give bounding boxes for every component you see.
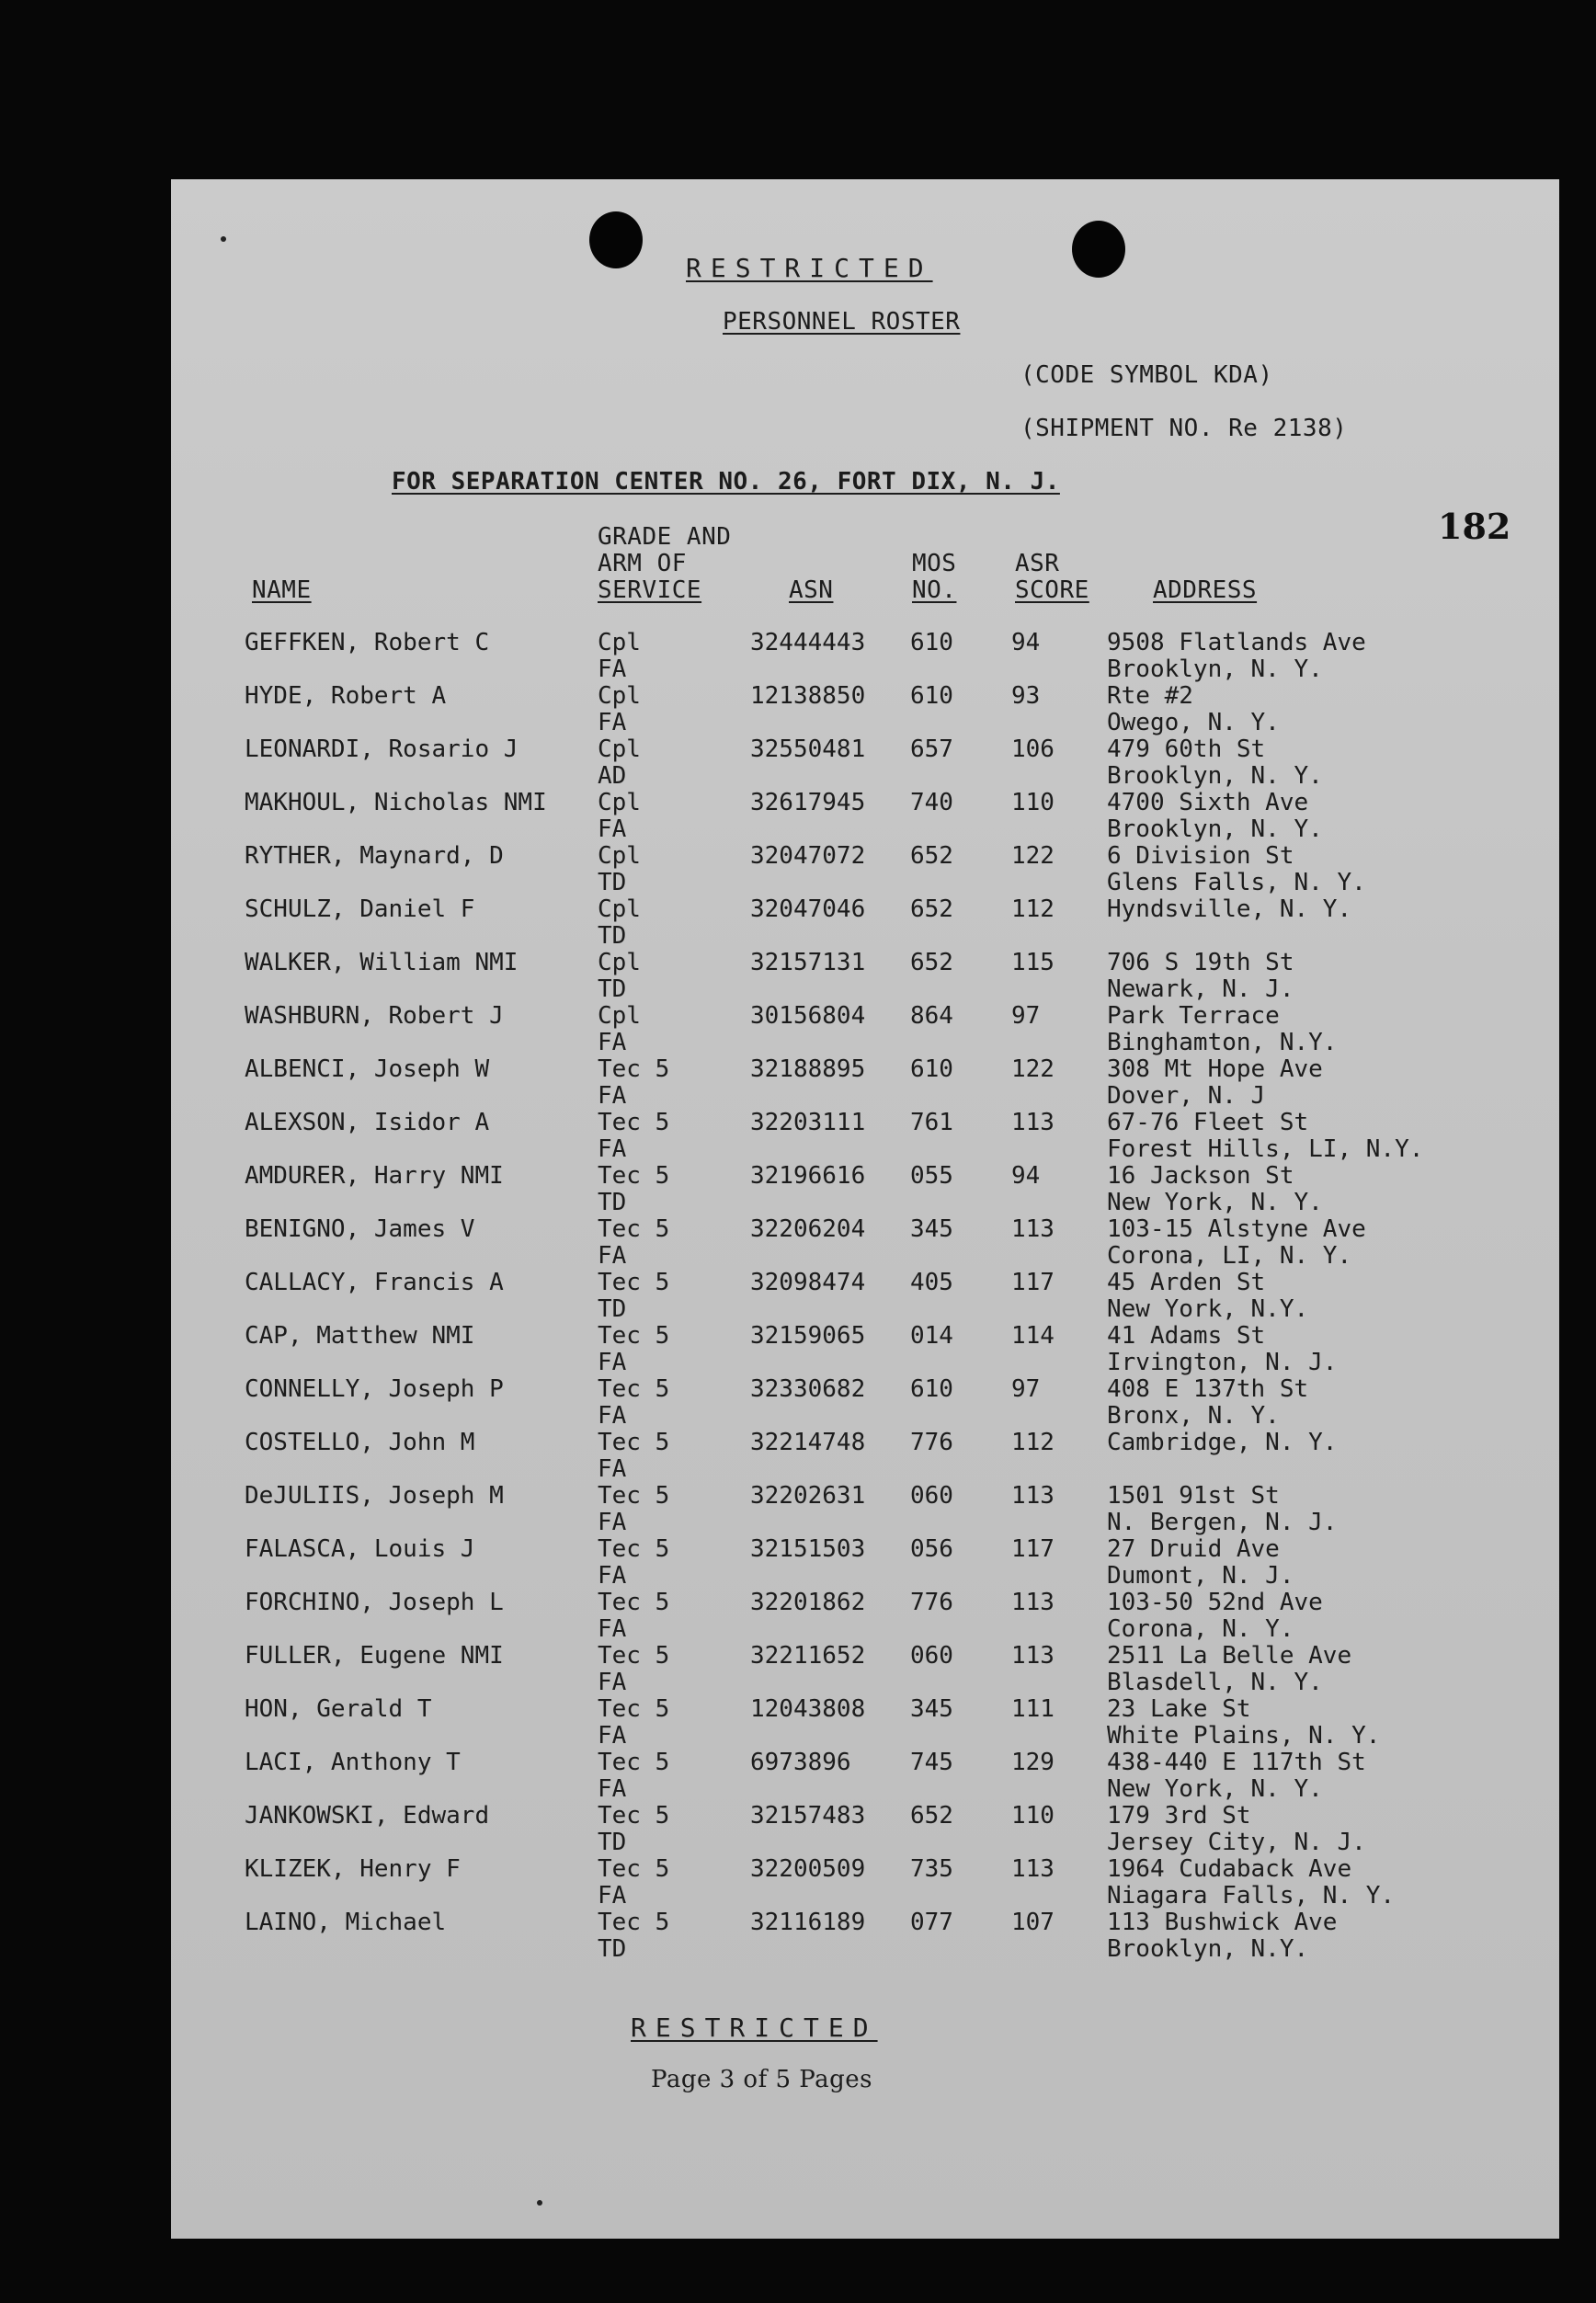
grade-text: Tec 5 [598, 1642, 670, 1670]
restricted-footer: RESTRICTED [631, 2012, 878, 2043]
address-line-2: Brooklyn, N. Y. [1107, 815, 1323, 843]
mos-cell: 060 [910, 1482, 953, 1510]
address-line-2: Brooklyn, N.Y. [1107, 1935, 1309, 1963]
asn-cell: 12043808 [750, 1695, 866, 1723]
address-cell [1107, 1110, 1423, 1163]
arm-of-service-text: FA [598, 1402, 627, 1430]
grade-text: Tec 5 [598, 1055, 670, 1083]
address-line-1: 479 60th St [1107, 735, 1266, 763]
asr-score-cell: 93 [1011, 682, 1041, 710]
mos-cell: 610 [910, 629, 953, 656]
address-line-1: 16 Jackson St [1107, 1162, 1294, 1190]
grade-cell [598, 1003, 641, 1056]
grade-cell [598, 1643, 669, 1696]
grade-text: Tec 5 [598, 1162, 670, 1190]
asn-cell: 32214748 [750, 1429, 866, 1456]
asr-score-cell: 117 [1011, 1535, 1054, 1563]
table-row [171, 790, 1559, 843]
asn-cell: 32151503 [750, 1535, 866, 1563]
grade-text: Cpl [598, 629, 641, 656]
address-line-1: 408 E 137th St [1107, 1375, 1309, 1403]
asn-cell: 32617945 [750, 789, 866, 816]
arm-of-service-text: FA [598, 1455, 627, 1483]
mos-cell: 405 [910, 1269, 953, 1296]
address-line-1: 308 Mt Hope Ave [1107, 1055, 1323, 1083]
address-cell [1107, 896, 1351, 923]
asn-cell: 32200509 [750, 1855, 866, 1883]
arm-of-service-text: FA [598, 1082, 627, 1110]
grade-text: Tec 5 [598, 1535, 670, 1563]
table-row [171, 1270, 1559, 1323]
address-cell [1107, 1376, 1308, 1430]
address-line-1: 4700 Sixth Ave [1107, 789, 1309, 816]
address-cell [1107, 1216, 1366, 1270]
roster-title: PERSONNEL ROSTER [723, 308, 961, 336]
address-line-2: Owego, N. Y. [1107, 709, 1280, 736]
mos-cell: 652 [910, 842, 953, 870]
address-line-1: 41 Adams St [1107, 1322, 1266, 1350]
arm-of-service-text: TD [598, 1829, 627, 1856]
personnel-name: ALEXSON, Isidor A [245, 1109, 490, 1136]
personnel-name: CAP, Matthew NMI [245, 1322, 475, 1350]
asr-score-cell: 113 [1011, 1109, 1054, 1136]
mos-cell: 610 [910, 1375, 953, 1403]
grade-text: Tec 5 [598, 1749, 670, 1776]
address-line-1: Cambridge, N. Y. [1107, 1429, 1338, 1456]
address-cell [1107, 1270, 1308, 1323]
grade-text: Tec 5 [598, 1109, 670, 1136]
arm-of-service-text: TD [598, 922, 627, 950]
address-cell [1107, 1163, 1323, 1216]
address-line-2: Newark, N. J. [1107, 975, 1294, 1003]
grade-cell [598, 1856, 669, 1910]
grade-cell [598, 1430, 669, 1483]
address-line-2: Niagara Falls, N. Y. [1107, 1882, 1396, 1910]
column-header-mos-1: MOS [912, 550, 957, 577]
address-line-1: 1964 Cudaback Ave [1107, 1855, 1352, 1883]
table-row [171, 1536, 1559, 1590]
mos-cell: 014 [910, 1322, 953, 1350]
asr-score-cell: 114 [1011, 1322, 1054, 1350]
address-line-2: Dumont, N. J. [1107, 1562, 1294, 1590]
address-cell [1107, 1430, 1337, 1456]
ink-speck [221, 236, 226, 242]
personnel-name: LAINO, Michael [245, 1909, 447, 1936]
mos-cell: 610 [910, 682, 953, 710]
address-cell [1107, 950, 1294, 1003]
personnel-name: GEFFKEN, Robert C [245, 629, 490, 656]
grade-cell [598, 1376, 669, 1430]
personnel-name: FORCHINO, Joseph L [245, 1589, 504, 1616]
arm-of-service-text: FA [598, 709, 627, 736]
column-header-address: ADDRESS [1153, 576, 1258, 604]
asr-score-cell: 129 [1011, 1749, 1054, 1776]
arm-of-service-text: FA [598, 1722, 627, 1750]
mos-cell: 761 [910, 1109, 953, 1136]
asn-cell: 6973896 [750, 1749, 851, 1776]
grade-cell [598, 683, 641, 736]
mos-cell: 345 [910, 1695, 953, 1723]
address-line-2: Corona, N. Y. [1107, 1615, 1294, 1643]
table-row [171, 1110, 1559, 1163]
mos-cell: 060 [910, 1642, 953, 1670]
asn-cell: 32202631 [750, 1482, 866, 1510]
mos-cell: 657 [910, 735, 953, 763]
table-row [171, 1483, 1559, 1536]
address-cell [1107, 630, 1366, 683]
address-line-2: Brooklyn, N. Y. [1107, 656, 1323, 683]
mos-cell: 745 [910, 1749, 953, 1776]
grade-cell [598, 630, 641, 683]
grade-text: Tec 5 [598, 1589, 670, 1616]
address-cell [1107, 1696, 1380, 1750]
table-row [171, 1590, 1559, 1643]
grade-text: Cpl [598, 895, 641, 923]
personnel-name: CALLACY, Francis A [245, 1269, 504, 1296]
address-line-2: Forest Hills, LI, N.Y. [1107, 1135, 1424, 1163]
asn-cell: 32444443 [750, 629, 866, 656]
address-cell [1107, 843, 1366, 896]
address-cell [1107, 1536, 1294, 1590]
grade-cell [598, 1803, 669, 1856]
grade-cell [598, 1270, 669, 1323]
personnel-name: LACI, Anthony T [245, 1749, 461, 1776]
address-line-1: 438-440 E 117th St [1107, 1749, 1366, 1776]
column-header-grade-2: ARM OF [598, 550, 687, 577]
punch-hole-right [1072, 221, 1125, 278]
asn-cell: 32196616 [750, 1162, 866, 1190]
address-line-2: New York, N. Y. [1107, 1775, 1323, 1803]
address-line-1: 45 Arden St [1107, 1269, 1266, 1296]
address-line-1: 6 Division St [1107, 842, 1294, 870]
mos-cell: 610 [910, 1055, 953, 1083]
column-header-grade-3: SERVICE [598, 576, 702, 604]
asn-cell: 32211652 [750, 1642, 866, 1670]
asr-score-cell: 97 [1011, 1375, 1041, 1403]
asr-score-cell: 94 [1011, 629, 1041, 656]
table-row [171, 1696, 1559, 1750]
mos-cell: 652 [910, 1802, 953, 1830]
mos-cell: 055 [910, 1162, 953, 1190]
personnel-name: SCHULZ, Daniel F [245, 895, 475, 923]
grade-text: Tec 5 [598, 1695, 670, 1723]
grade-cell [598, 1750, 669, 1803]
address-line-2: Bronx, N. Y. [1107, 1402, 1280, 1430]
shipment-number: (SHIPMENT NO. Re 2138) [1020, 415, 1348, 442]
column-header-score-1: ASR [1015, 550, 1060, 577]
grade-cell [598, 950, 641, 1003]
asn-cell: 32206204 [750, 1215, 866, 1243]
asn-cell: 12138850 [750, 682, 866, 710]
separation-center: FOR SEPARATION CENTER NO. 26, FORT DIX, N. J. [392, 468, 1060, 496]
arm-of-service-text: TD [598, 1295, 627, 1323]
table-row [171, 683, 1559, 736]
column-header-mos-2: NO. [912, 576, 957, 604]
arm-of-service-text: TD [598, 869, 627, 896]
grade-cell [598, 1483, 669, 1536]
grade-text: Cpl [598, 842, 641, 870]
asn-cell: 32047072 [750, 842, 866, 870]
table-row [171, 1803, 1559, 1856]
arm-of-service-text: FA [598, 1509, 627, 1536]
grade-text: Tec 5 [598, 1269, 670, 1296]
punch-hole-left [589, 211, 643, 268]
table-row [171, 1643, 1559, 1696]
address-cell [1107, 1910, 1337, 1963]
grade-text: Tec 5 [598, 1215, 670, 1243]
grade-text: Tec 5 [598, 1855, 670, 1883]
grade-cell [598, 1910, 669, 1963]
address-cell [1107, 1803, 1366, 1856]
address-line-2: Jersey City, N. J. [1107, 1829, 1366, 1856]
asr-score-cell: 113 [1011, 1855, 1054, 1883]
table-row [171, 1216, 1559, 1270]
table-row [171, 1323, 1559, 1376]
grade-cell [598, 1323, 669, 1376]
personnel-name: DeJULIIS, Joseph M [245, 1482, 504, 1510]
address-line-1: 113 Bushwick Ave [1107, 1909, 1338, 1936]
mos-cell: 864 [910, 1002, 953, 1030]
grade-cell [598, 790, 641, 843]
address-line-1: 1501 91st St [1107, 1482, 1280, 1510]
table-row [171, 896, 1559, 950]
asr-score-cell: 107 [1011, 1909, 1054, 1936]
personnel-name: KLIZEK, Henry F [245, 1855, 461, 1883]
table-row [171, 1750, 1559, 1803]
arm-of-service-text: FA [598, 1562, 627, 1590]
address-line-1: 9508 Flatlands Ave [1107, 629, 1366, 656]
personnel-name: FALASCA, Louis J [245, 1535, 475, 1563]
asn-cell: 32098474 [750, 1269, 866, 1296]
address-line-2: Binghamton, N.Y. [1107, 1029, 1338, 1056]
arm-of-service-text: FA [598, 1029, 627, 1056]
table-row [171, 1856, 1559, 1910]
table-row [171, 1910, 1559, 1963]
ink-speck [537, 2200, 542, 2206]
asr-score-cell: 122 [1011, 842, 1054, 870]
asn-cell: 32047046 [750, 895, 866, 923]
address-line-2: Blasdell, N. Y. [1107, 1669, 1323, 1696]
address-cell [1107, 736, 1323, 790]
personnel-name: RYTHER, Maynard, D [245, 842, 504, 870]
personnel-name: BENIGNO, James V [245, 1215, 475, 1243]
table-row [171, 1430, 1559, 1483]
address-line-1: 179 3rd St [1107, 1802, 1251, 1830]
asr-score-cell: 115 [1011, 949, 1054, 976]
arm-of-service-text: FA [598, 1669, 627, 1696]
asr-score-cell: 94 [1011, 1162, 1041, 1190]
asr-score-cell: 106 [1011, 735, 1054, 763]
mos-cell: 776 [910, 1589, 953, 1616]
address-line-2: N. Bergen, N. J. [1107, 1509, 1338, 1536]
personnel-name: CONNELLY, Joseph P [245, 1375, 504, 1403]
arm-of-service-text: FA [598, 1615, 627, 1643]
table-row [171, 1003, 1559, 1056]
asn-cell: 32159065 [750, 1322, 866, 1350]
table-row [171, 1056, 1559, 1110]
personnel-name: ALBENCI, Joseph W [245, 1055, 490, 1083]
asn-cell: 32157131 [750, 949, 866, 976]
address-line-1: Park Terrace [1107, 1002, 1280, 1030]
grade-text: Cpl [598, 1002, 641, 1030]
address-line-2: Corona, LI, N. Y. [1107, 1242, 1352, 1270]
grade-text: Cpl [598, 789, 641, 816]
arm-of-service-text: TD [598, 1189, 627, 1216]
grade-cell [598, 1110, 669, 1163]
restricted-heading: RESTRICTED [686, 253, 933, 283]
address-line-1: Rte #2 [1107, 682, 1193, 710]
asn-cell: 30156804 [750, 1002, 866, 1030]
mos-cell: 735 [910, 1855, 953, 1883]
asn-cell: 32188895 [750, 1055, 866, 1083]
address-cell [1107, 1643, 1351, 1696]
address-line-2: Irvington, N. J. [1107, 1349, 1338, 1376]
arm-of-service-text: FA [598, 815, 627, 843]
arm-of-service-text: FA [598, 1882, 627, 1910]
asn-cell: 32550481 [750, 735, 866, 763]
asn-cell: 32330682 [750, 1375, 866, 1403]
personnel-name: MAKHOUL, Nicholas NMI [245, 789, 547, 816]
table-row [171, 630, 1559, 683]
table-row [171, 736, 1559, 790]
asr-score-cell: 112 [1011, 1429, 1054, 1456]
personnel-name: HYDE, Robert A [245, 682, 447, 710]
asr-score-cell: 117 [1011, 1269, 1054, 1296]
arm-of-service-text: FA [598, 1775, 627, 1803]
mos-cell: 776 [910, 1429, 953, 1456]
address-cell [1107, 1323, 1337, 1376]
asr-score-cell: 113 [1011, 1215, 1054, 1243]
grade-text: Cpl [598, 682, 641, 710]
personnel-name: LEONARDI, Rosario J [245, 735, 519, 763]
personnel-name: WALKER, William NMI [245, 949, 519, 976]
table-row [171, 950, 1559, 1003]
page-stamp-number: 182 [1438, 506, 1511, 547]
grade-cell [598, 1056, 669, 1110]
asr-score-cell: 113 [1011, 1642, 1054, 1670]
column-header-grade-1: GRADE AND [598, 523, 732, 551]
arm-of-service-text: FA [598, 1135, 627, 1163]
grade-cell [598, 1590, 669, 1643]
column-header-asn: ASN [789, 576, 834, 604]
address-line-1: Hyndsville, N. Y. [1107, 895, 1352, 923]
table-row [171, 1163, 1559, 1216]
grade-cell [598, 1216, 669, 1270]
address-line-2: Dover, N. J [1107, 1082, 1266, 1110]
address-line-1: 706 S 19th St [1107, 949, 1294, 976]
personnel-name: WASHBURN, Robert J [245, 1002, 504, 1030]
address-line-1: 27 Druid Ave [1107, 1535, 1280, 1563]
arm-of-service-text: FA [598, 1349, 627, 1376]
address-cell [1107, 1750, 1366, 1803]
arm-of-service-text: FA [598, 1242, 627, 1270]
arm-of-service-text: TD [598, 1935, 627, 1963]
grade-text: Tec 5 [598, 1482, 670, 1510]
asn-cell: 32201862 [750, 1589, 866, 1616]
address-line-1: 2511 La Belle Ave [1107, 1642, 1352, 1670]
grade-cell [598, 1536, 669, 1590]
asr-score-cell: 113 [1011, 1482, 1054, 1510]
asr-score-cell: 110 [1011, 1802, 1054, 1830]
grade-text: Tec 5 [598, 1375, 670, 1403]
address-line-1: 103-50 52nd Ave [1107, 1589, 1323, 1616]
grade-cell [598, 736, 641, 790]
grade-text: Tec 5 [598, 1322, 670, 1350]
asr-score-cell: 97 [1011, 1002, 1041, 1030]
table-row [171, 1376, 1559, 1430]
asr-score-cell: 110 [1011, 789, 1054, 816]
mos-cell: 056 [910, 1535, 953, 1563]
grade-cell [598, 896, 641, 950]
column-header-name: NAME [252, 576, 312, 604]
asn-cell: 32157483 [750, 1802, 866, 1830]
personnel-name: AMDURER, Harry NMI [245, 1162, 504, 1190]
address-cell [1107, 1483, 1337, 1536]
arm-of-service-text: AD [598, 762, 627, 790]
grade-text: Tec 5 [598, 1802, 670, 1830]
grade-cell [598, 1696, 669, 1750]
grade-text: Tec 5 [598, 1429, 670, 1456]
address-cell [1107, 683, 1280, 736]
grade-cell [598, 843, 641, 896]
address-cell [1107, 1003, 1337, 1056]
address-line-2: White Plains, N. Y. [1107, 1722, 1381, 1750]
personnel-name: COSTELLO, John M [245, 1429, 475, 1456]
personnel-name: FULLER, Eugene NMI [245, 1642, 504, 1670]
address-cell [1107, 1856, 1395, 1910]
arm-of-service-text: TD [598, 975, 627, 1003]
mos-cell: 077 [910, 1909, 953, 1936]
asr-score-cell: 112 [1011, 895, 1054, 923]
column-header-score-2: SCORE [1015, 576, 1089, 604]
mos-cell: 652 [910, 949, 953, 976]
mos-cell: 652 [910, 895, 953, 923]
address-cell [1107, 1590, 1323, 1643]
asn-cell: 32203111 [750, 1109, 866, 1136]
grade-cell [598, 1163, 669, 1216]
address-line-1: 23 Lake St [1107, 1695, 1251, 1723]
asr-score-cell: 111 [1011, 1695, 1054, 1723]
personnel-name: JANKOWSKI, Edward [245, 1802, 490, 1830]
address-line-2: New York, N.Y. [1107, 1295, 1309, 1323]
asr-score-cell: 122 [1011, 1055, 1054, 1083]
grade-text: Tec 5 [598, 1909, 670, 1936]
grade-text: Cpl [598, 735, 641, 763]
grade-text: Cpl [598, 949, 641, 976]
roster-page [171, 179, 1559, 2239]
address-line-2: New York, N. Y. [1107, 1189, 1323, 1216]
address-line-1: 67-76 Fleet St [1107, 1109, 1309, 1136]
asn-cell: 32116189 [750, 1909, 866, 1936]
arm-of-service-text: FA [598, 656, 627, 683]
address-line-2: Brooklyn, N. Y. [1107, 762, 1323, 790]
address-line-1: 103-15 Alstyne Ave [1107, 1215, 1366, 1243]
table-row [171, 843, 1559, 896]
address-cell [1107, 1056, 1323, 1110]
personnel-name: HON, Gerald T [245, 1695, 432, 1723]
code-symbol: (CODE SYMBOL KDA) [1020, 361, 1273, 389]
address-cell [1107, 790, 1323, 843]
address-line-2: Glens Falls, N. Y. [1107, 869, 1366, 896]
mos-cell: 740 [910, 789, 953, 816]
page-info: Page 3 of 5 Pages [651, 2066, 872, 2093]
asr-score-cell: 113 [1011, 1589, 1054, 1616]
mos-cell: 345 [910, 1215, 953, 1243]
